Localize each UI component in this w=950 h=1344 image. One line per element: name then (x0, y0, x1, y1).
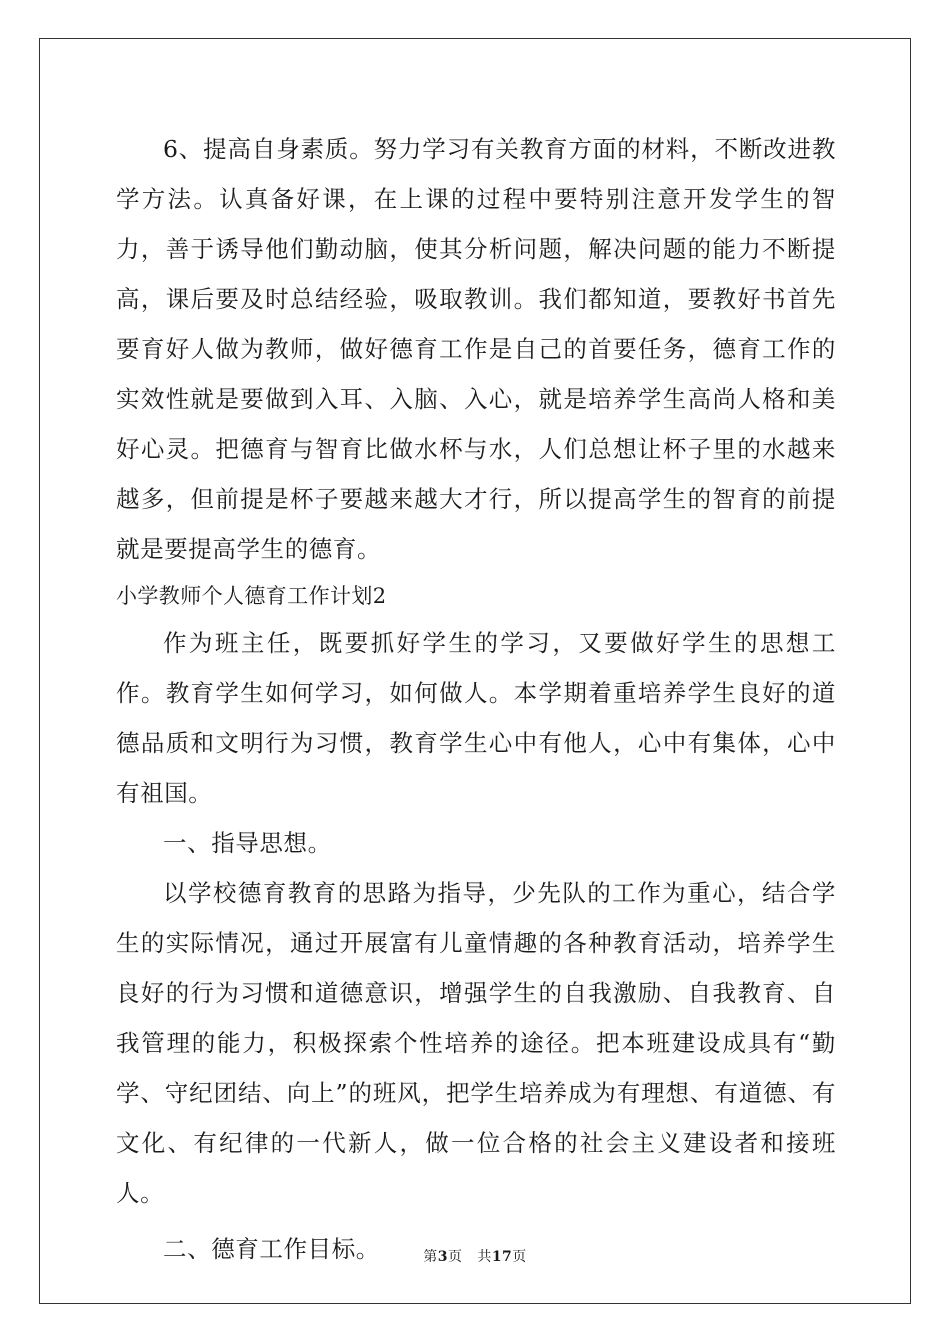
section-title: 小学教师个人德育工作计划2 (116, 584, 387, 608)
page-suffix: 页 (447, 1249, 463, 1265)
heading-moral-goals: 二、德育工作目标。 (163, 1235, 380, 1263)
total-pages: 17 (491, 1249, 513, 1265)
total-suffix: 页 (512, 1249, 527, 1265)
page-footer (0, 1246, 950, 1266)
heading-guiding-thought: 一、指导思想。 (163, 829, 332, 857)
total-prefix: 共 (477, 1249, 492, 1265)
paragraph-guiding-thought: 以学校德育教育的思路为指导，少先队的工作为重心，结合学生的实际情况，通过开展富有儿童情趣的各种教育活动，培养学生良好的行为习惯和道德意识，增强学生的自我激励、自我教育、自我管理的能力，积极探索个性培养的途径。把本班建设成具有“勤学、守纪团结、向上”的班风，把学生培养成为有理想、有道德、有文化、有纪律的一代新人，做一位合格的社会主义建设者和接班人。 (116, 879, 836, 1207)
document-body (116, 124, 836, 1274)
page-number: 3 (437, 1249, 448, 1265)
paragraph-class-teacher: 作为班主任，既要抓好学生的学习，又要做好学生的思想工作。教育学生如何学习，如何做人。本学期着重培养学生良好的道德品质和文明行为习惯，教育学生心中有他人，心中有集体，心中有祖国。 (116, 629, 836, 807)
page-prefix: 第 (423, 1249, 438, 1265)
paragraph-self-improvement: 6、提高自身素质。努力学习有关教育方面的材料，不断改进教学方法。认真备好课，在上课的过程中要特别注意开发学生的智力，善于诱导他们勤动脑，使其分析问题，解决问题的能力不断提高，课后要及时总结经验，吸取教训。我们都知道，要教好书首先要育好人做为教师，做好德育工作是自己的首要任务，德育工作的实效性就是要做到入耳、入脑、入心，就是培养学生高尚人格和美好心灵。把德育与智育比做水杯与水，人们总想让杯子里的水越来越多，但前提是杯子要越来越大才行，所以提高学生的智育的前提就是要提高学生的德育。 (116, 135, 836, 563)
